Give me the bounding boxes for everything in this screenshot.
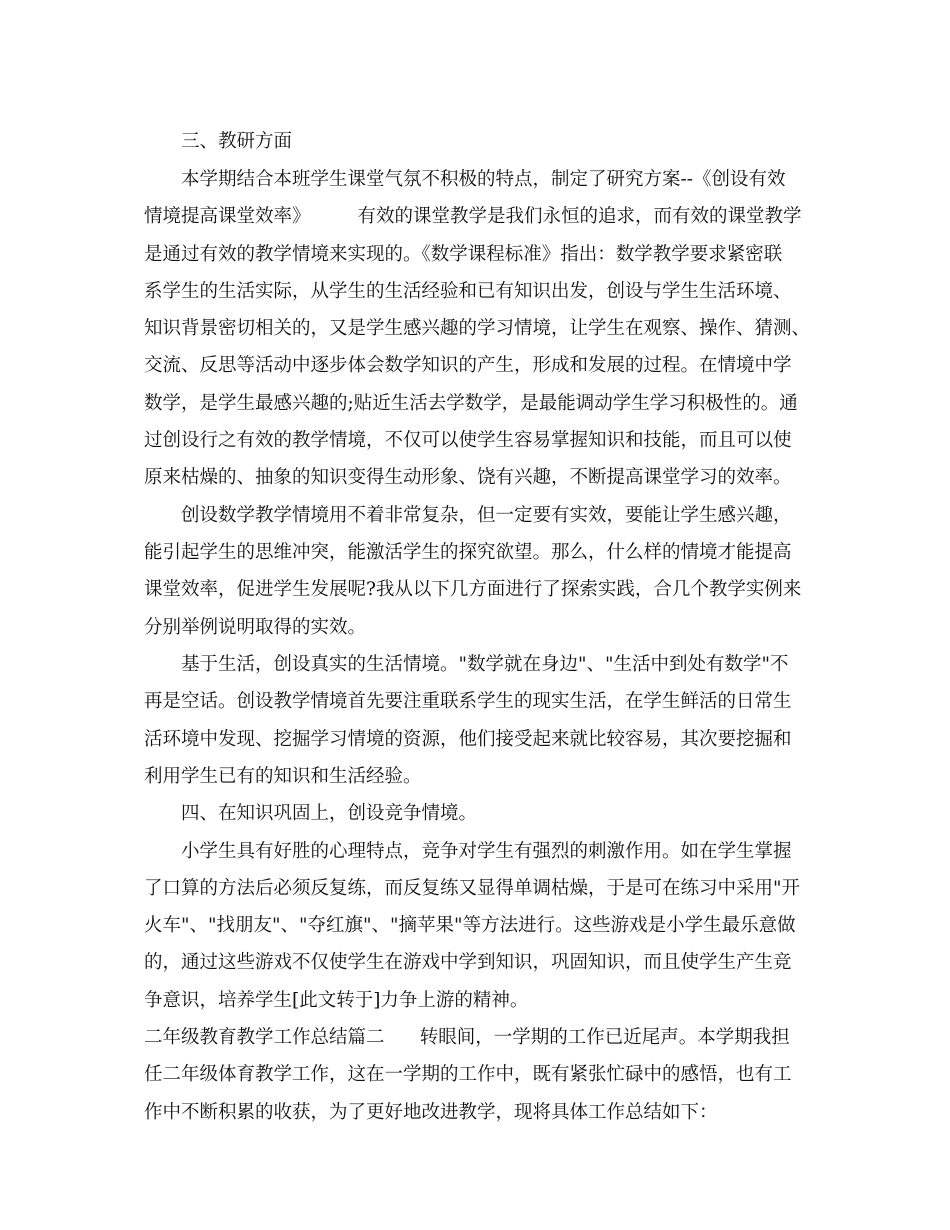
paragraph-line: 系学生的生活实际，从学生的生活经验和已有知识出发，创设与学生生活环境、: [144, 281, 792, 302]
paragraph-line: 再是空话。创设教学情境首先要注重联系学生的现实生活，在学生鲜活的日常生: [144, 691, 792, 712]
section-heading: 三、教研方面: [181, 131, 293, 152]
paragraph-line: 是通过有效的教学情境来实现的。《数学课程标准》指出：数学教学要求紧密联: [144, 244, 783, 265]
paragraph-line: 原来枯燥的、抽象的知识变得生动形象、饶有兴趣，不断提高课堂学习的效率。: [144, 467, 792, 488]
paragraph-line: 情境提高课堂效率》 有效的课堂教学是我们永恒的追求，而有效的课堂教学: [144, 206, 802, 227]
paragraph-line: 活环境中发现、挖掘学习情境的资源，他们接受起来就比较容易，其次要挖掘和: [144, 729, 792, 750]
paragraph-line: 数学，是学生最感兴趣的;贴近生活去学数学，是最能调动学生学习积极性的。通: [144, 393, 798, 414]
paragraph-line: 小学生具有好胜的心理特点，竞争对学生有强烈的刺激作用。如在学生掌握: [181, 841, 792, 862]
paragraph-line: 利用学生已有的知识和生活经验。: [144, 766, 422, 787]
section-heading: 四、在知识巩固上，创设竞争情境。: [181, 803, 478, 824]
paragraph-line: 知识背景密切相关的，又是学生感兴趣的学习情境，让学生在观察、操作、猜测、: [144, 318, 811, 339]
paragraph-line: 创设数学教学情境用不着非常复杂，但一定要有实效，要能让学生感兴趣，: [181, 505, 792, 526]
paragraph-line: 任二年级体育教学工作，这在一学期的工作中，既有紧张忙碌中的感悟，也有工: [144, 1064, 792, 1085]
paragraph-line: 本学期结合本班学生课堂气氛不积极的特点，制定了研究方案--《创设有效: [181, 169, 786, 190]
paragraph-line: 二年级教育教学工作总结篇二 转眼间，一学期的工作已近尾声。本学期我担: [144, 1027, 790, 1048]
paragraph-line: 能引起学生的思维冲突，能激活学生的探究欲望。那么，什么样的情境才能提高: [144, 542, 792, 563]
paragraph-line: 的，通过这些游戏不仅使学生在游戏中学到知识，巩固知识，而且使学生产生竞: [144, 952, 792, 973]
paragraph-line: 作中不断积累的收获，为了更好地改进教学，现将具体工作总结如下：: [144, 1102, 718, 1123]
paragraph-line: 了口算的方法后必须反复练，而反复练又显得单调枯燥，于是可在练习中采用"开: [144, 878, 801, 899]
paragraph-line: 基于生活，创设真实的生活情境。"数学就在身边"、"生活中到处有数学"不: [181, 654, 789, 675]
paragraph-line: 过创设行之有效的教学情境，不仅可以使学生容易掌握知识和技能，而且可以使: [144, 430, 792, 451]
paragraph-line: 争意识，培养学生[此文转于]力争上游的精神。: [144, 990, 529, 1011]
paragraph-line: 火车"、"找朋友"、"夺红旗"、"摘苹果"等方法进行。这些游戏是小学生最乐意做: [144, 915, 796, 936]
paragraph-line: 分别举例说明取得的实效。: [144, 617, 367, 638]
paragraph-line: 交流、反思等活动中逐步体会数学知识的产生，形成和发展的过程。在情境中学: [144, 355, 792, 376]
paragraph-line: 课堂效率，促进学生发展呢?我从以下几方面进行了探索实践，合几个教学实例来: [144, 579, 802, 600]
